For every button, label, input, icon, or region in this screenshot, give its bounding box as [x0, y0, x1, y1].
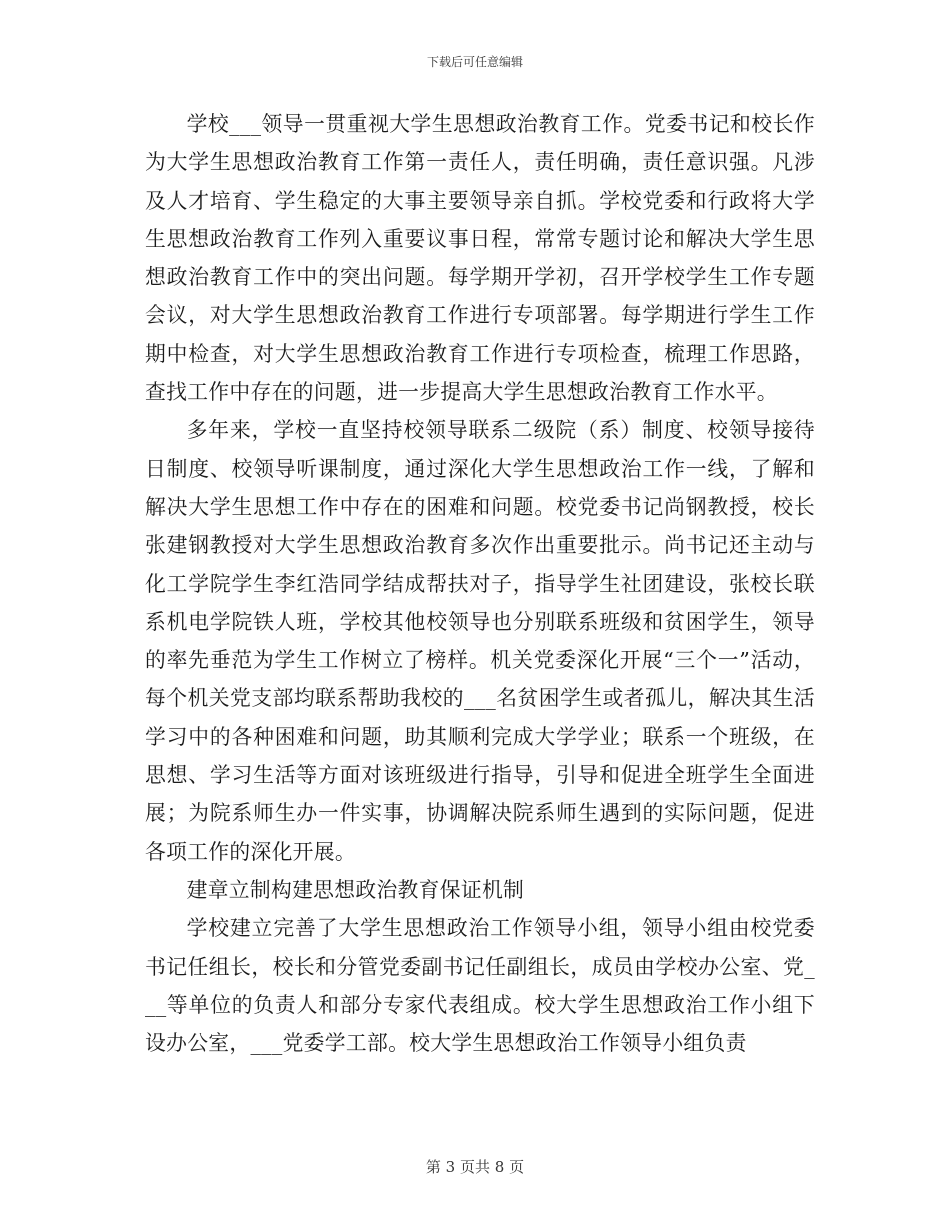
page-header-note: 下载后可任意编辑: [426, 55, 523, 69]
paragraph-leadership: 学校___领导一贯重视大学生思想政治教育工作。党委书记和校长作为大学生思想政治教育工作第一责任人，责任明确，责任意识强。凡涉及人才培育、学生稳定的大事主要领导亲自抓。学校党委和行政将大学生思想政治教育工作列入重要议事日程，常常专题讨论和解决大学生思想政治教育工作中的突出问题。每学期开学初，召开学校学生工作专题会议，对大学生思想政治教育工作进行专项部署。每学期进行学生工作期中检查，对大学生思想政治教育工作进行专项检查，梳理工作思路，查找工作中存在的问题，进一步提高大学生思想政治教育工作水平。: [145, 112, 815, 405]
section-heading: 建章立制构建思想政治教育保证机制: [186, 877, 525, 902]
paragraph-leading-group: 学校建立完善了大学生思想政治工作领导小组，领导小组由校党委书记任组长，校长和分管党委副书记任副组长，成员由学校办公室、党___等单位的负责人和部分专家代表组成。校大学生思想政治工作小组下设办公室，___党委学工部。校大学生思想政治工作领导小组负责: [145, 916, 815, 1056]
paragraph-liaison-system: 多年来，学校一直坚持校领导联系二级院（系）制度、校领导接待日制度、校领导听课制度，通过深化大学生思想政治工作一线，了解和解决大学生思想工作中存在的困难和问题。校党委书记尚钢教授，校长张建钢教授对大学生思想政治教育多次作出重要批示。尚书记还主动与化工学院学生李红浩同学结成帮扶对子，指导学生社团建设，张校长联系机电学院铁人班，学校其他校领导也分别联系班级和贫困学生，领导的率先垂范为学生工作树立了榜样。机关党委深化开展“三个一”活动，每个机关党支部均联系帮助我校的___名贫困学生或者孤儿，解决其生活学习中的各种困难和问题，助其顺利完成大学学业；联系一个班级，在思想、学习生活等方面对该班级进行指导，引导和促进全班学生全面进展；为院系师生办一件实事，协调解决院系师生遇到的实际问题，促进各项工作的深化开展。: [145, 418, 815, 864]
document-body: [145, 105, 815, 1062]
page-number: 第 3 页共 8 页: [425, 1158, 525, 1176]
